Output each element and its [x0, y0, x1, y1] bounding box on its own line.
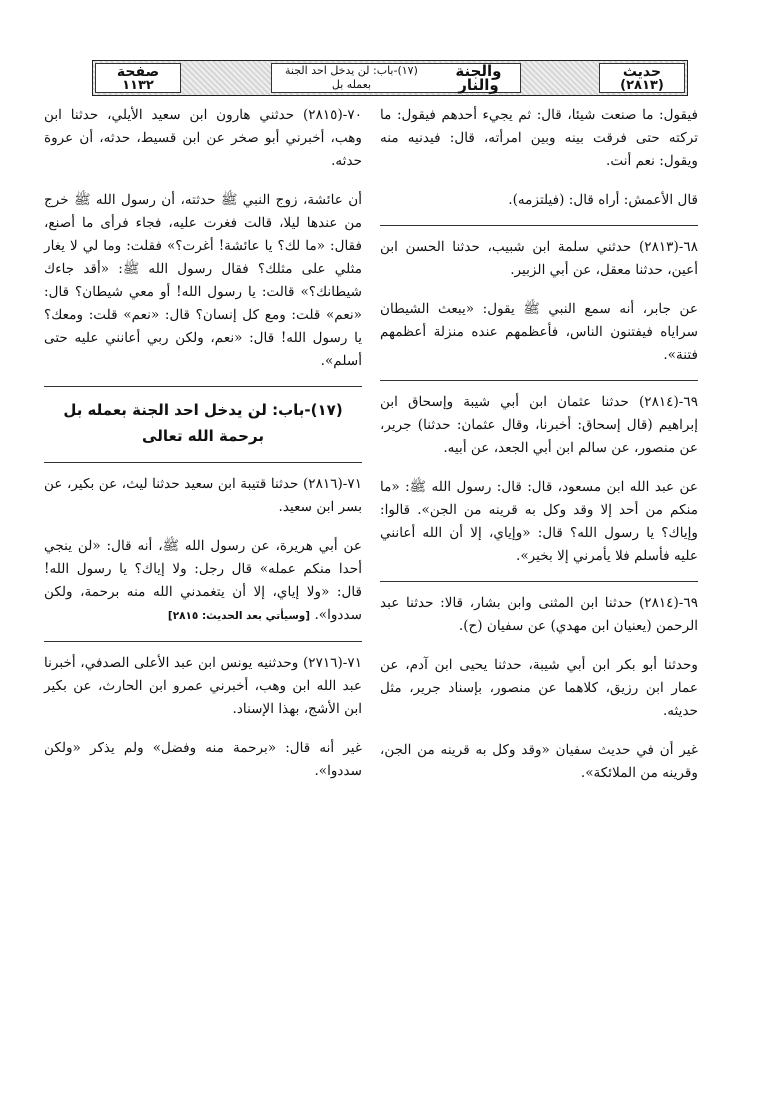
- paragraph-text: ٧١-(٢٨١٦) حدثنا قتيبة ابن سعيد حدثنا ليث، عن بكير، عن بسر ابن سعيد.: [44, 476, 362, 515]
- hadith-paragraph: [380, 654, 698, 723]
- paragraph-gap: [44, 519, 362, 535]
- hadith-paragraph: [380, 236, 698, 282]
- section-divider: [380, 380, 698, 381]
- paragraph-text: غير أن في حديث سفيان «وقد وكل به قرينه من الجن، وقرينه من الملائكة».: [380, 742, 698, 781]
- paragraph-text: ٦٩-(٢٨١٤) حدثنا ابن المثنى وابن بشار، قالا: حدثنا عبد الرحمن (يعنيان ابن مهدي) عن سفيان (ح).: [380, 595, 698, 634]
- hadith-paragraph: [380, 298, 698, 367]
- section-divider: [380, 581, 698, 582]
- paragraph-text: عن جابر، أنه سمع النبي ﷺ يقول: «يبعث الشيطان سراياه فيفتنون الناس، فأعظمهم عنده منزلة أعظمهم فتنة».: [380, 301, 698, 363]
- paragraph-text: وحدثنا أبو بكر ابن أبي شيبة، حدثنا يحيى ابن آدم، عن عمار ابن رزيق، كلاهما عن منصور، بإسناد جرير، مثل حديثه.: [380, 657, 698, 719]
- section-divider: [44, 462, 362, 463]
- section-divider: [380, 225, 698, 226]
- paragraph-gap: [44, 721, 362, 737]
- hadith-paragraph: [44, 652, 362, 721]
- paragraph-text: ٧٠-(٢٨١٥) حدثني هارون ابن سعيد الأيلي، حدثنا ابن وهب، أخبرني أبو صخر عن ابن قسيط، حدثه، أن عروة حدثه.: [44, 107, 362, 169]
- paragraph-text: ٦٩-(٢٨١٤) حدثنا عثمان ابن أبي شيبة وإسحاق ابن إبراهيم (قال إسحاق: أخبرنا، وقال عثمان: حدثنا) جرير، عن منصور، عن سالم ابن أبي الجعد، عن أبيه.: [380, 394, 698, 456]
- page-label: صفحة: [116, 64, 160, 80]
- right-text-column: [380, 104, 698, 801]
- left-text-column: [44, 104, 362, 799]
- hadith-paragraph: [380, 592, 698, 638]
- hadith-number-box: [599, 63, 685, 93]
- section-divider: [44, 386, 362, 387]
- paragraph-gap: [380, 460, 698, 476]
- paragraph-gap: [380, 282, 698, 298]
- paragraph-text: (١٧)-باب: لن يدخل احد الجنة بعمله بل برحمة الله تعالى: [63, 401, 343, 445]
- hadith-label: حديث: [622, 64, 662, 80]
- chapter-running-title: (١٧)-باب: لن يدخل احد الجنة بعمله بل: [284, 64, 418, 91]
- hadith-paragraph: [380, 739, 698, 785]
- paragraph-gap: [380, 723, 698, 739]
- paragraph-text: ٦٨-(٢٨١٣) حدثني سلمة ابن شبيب، حدثنا الحسن ابن أعين، حدثنا معقل، عن أبي الزبير.: [380, 239, 698, 278]
- hadith-number: (٢٨١٣): [620, 78, 664, 93]
- paragraph-text: عن أبي هريرة، عن رسول الله ﷺ، أنه قال: «لن ينجي أحدا منكم عمله» قال رجل: ولا إياك؟ يا رسول الله! قال: «ولا إياي، إلا أن يتغمدني الله منه برحمة، ولكن سددوا».: [44, 538, 362, 623]
- paragraph-text: فيقول: ما صنعت شيئا، قال: ثم يجيء أحدهم فيقول: ما تركته حتى فرقت بينه وبين امرأته، قال: فيدنيه منه ويقول: نعم أنت.: [380, 107, 698, 169]
- paragraph-gap: [44, 173, 362, 189]
- paragraph-gap: [380, 638, 698, 654]
- paragraph-gap: [380, 785, 698, 801]
- cross-reference-note: [وسيأتي بعد الحديث: ٢٨١٥]: [167, 610, 311, 622]
- hadith-paragraph: [44, 189, 362, 373]
- hadith-paragraph: [380, 391, 698, 460]
- hadith-paragraph: [44, 737, 362, 783]
- hadith-paragraph: [380, 104, 698, 173]
- paragraph-text: قال الأعمش: أراه قال: (فيلتزمه).: [508, 192, 698, 208]
- title-box: [271, 63, 521, 93]
- hadith-paragraph: [380, 189, 698, 212]
- paragraph-text: غير أنه قال: «برحمة منه وفضل» ولم يذكر «ولكن سددوا».: [44, 740, 362, 779]
- paragraph-gap: [44, 783, 362, 799]
- page-number: ١١٣٢: [122, 78, 154, 93]
- hadith-paragraph: [380, 476, 698, 568]
- page-header: [92, 60, 688, 96]
- section-divider: [44, 641, 362, 642]
- hadith-paragraph: [44, 104, 362, 173]
- hadith-paragraph: [44, 535, 362, 628]
- chapter-heading: [44, 397, 362, 449]
- book-title: والجنة والنار: [455, 62, 502, 94]
- hadith-paragraph: [44, 473, 362, 519]
- paragraph-text: أن عائشة، زوج النبي ﷺ حدثته، أن رسول الله ﷺ خرج من عندها ليلا، قالت فغرت عليه، فجاء فرأى ما أصنع، فقال: «ما لك؟ يا عائشة! أغرت؟» فقلت: وما لي لا يغار مثلي على مثلك؟ فقال رسول الله ﷺ: «أقد جاءك شيطانك؟» قالت: يا رسول الله! أو معي شيطان؟ قال: «نعم» قلت: ومع كل إنسان؟ قال: «نعم» قلت: ومعك؟ يا رسول الله! قال: «نعم، ولكن ربي أعانني عليه حتى أسلم».: [44, 192, 362, 369]
- paragraph-gap: [380, 173, 698, 189]
- page-number-box: [95, 63, 181, 93]
- paragraph-text: ٧١-(٢٧١٦) وحدثنيه يونس ابن عبد الأعلى الصدفي، أخبرنا عبد الله ابن وهب، أخبرني عمرو ابن الحارث، عن بكير ابن الأشج، بهذا الإسناد.: [44, 655, 362, 717]
- paragraph-text: عن عبد الله ابن مسعود، قال: قال: رسول الله ﷺ: «ما منكم من أحد إلا وقد وكل به قرينه من الجن». قالوا: وإياك؟ يا رسول الله؟ قال: «وإياي، إلا أن الله أعانني عليه فأسلم فلا يأمرني إلا بخير».: [380, 479, 698, 564]
